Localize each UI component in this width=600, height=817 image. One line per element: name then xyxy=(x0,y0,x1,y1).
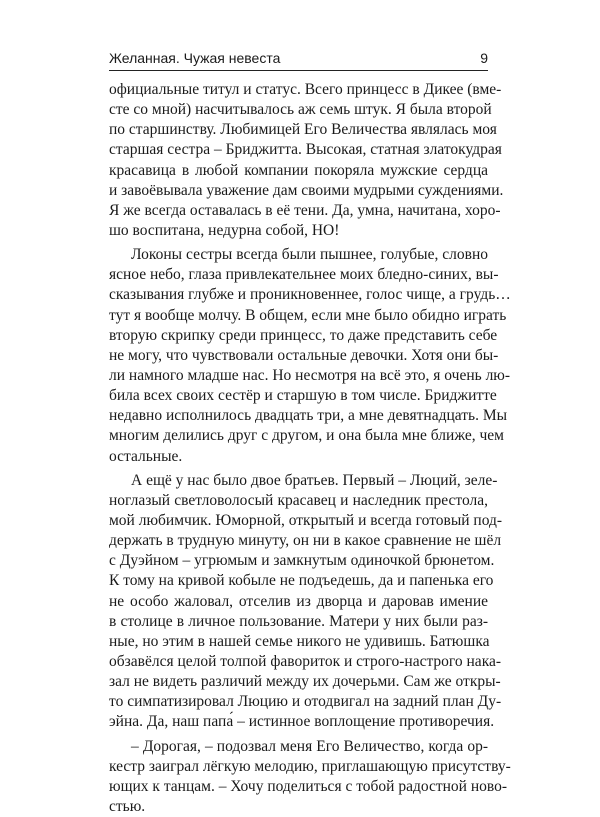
page-number: 9 xyxy=(480,50,488,66)
text-line: била всех своих сестёр и старшую в том числе. Бриджитте xyxy=(109,386,488,406)
text-line: не особо жаловал, отселив из дворца и даровав имение xyxy=(109,592,488,612)
text-line: – Дорогая, – подозвал меня Его Величество, когда ор- xyxy=(109,737,488,757)
paragraph xyxy=(109,471,488,733)
text-line: и завоёвывала уважение дам своими мудрыми суждениями. xyxy=(109,181,488,201)
paragraph xyxy=(109,245,488,467)
paragraph xyxy=(109,737,488,817)
text-line: эйна. Да, наш папа́ – истинное воплощение противоречия. xyxy=(109,712,488,732)
text-line: ясное небо, глаза привлекательнее моих бледно-синих, вы- xyxy=(109,265,488,285)
text-line: держать в трудную минуту, он ни в какое сравнение не шёл xyxy=(109,531,488,551)
body-text xyxy=(109,80,488,817)
text-line: К тому на кривой кобыле не подъедешь, да и папенька его xyxy=(109,571,488,591)
text-line: многим делились друг с другом, и она была мне ближе, чем xyxy=(109,426,488,446)
text-line: тут я вообще молчу. В общем, если мне было обидно играть xyxy=(109,306,488,326)
text-line: ноглазый светловолосый красавец и наследник престола, xyxy=(109,491,488,511)
header-rule xyxy=(109,70,488,71)
text-line: шо воспитана, недурна собой, НО! xyxy=(109,221,488,241)
text-line: Я же всегда оставалась в её тени. Да, умна, начитана, хоро- xyxy=(109,201,488,221)
paragraph xyxy=(109,80,488,241)
text-line: ные, но этим в нашей семье никого не удивишь. Батюшка xyxy=(109,632,488,652)
text-line: красавица в любой компании покоряла мужские сердца xyxy=(109,161,488,181)
text-line: по старшинству. Любимицей Его Величества являлась моя xyxy=(109,120,488,140)
text-line: сте со мной) насчитывалось аж семь штук. Я была второй xyxy=(109,100,488,120)
text-line: ющих к танцам. – Хочу поделиться с тобой радостной ново- xyxy=(109,777,488,797)
text-line: сказывания глубже и проникновеннее, голос чище, а грудь… xyxy=(109,285,488,305)
text-line: обзавёлся целой толпой фавориток и строго-настрого нака- xyxy=(109,652,488,672)
text-line: остальные. xyxy=(109,447,488,467)
text-line: вторую скрипку среди принцесс, то даже представить себе xyxy=(109,326,488,346)
text-line: старшая сестра – Бриджитта. Высокая, статная златокудрая xyxy=(109,140,488,160)
text-line: с Дуэйном – угрюмым и замкнутым одиночкой брюнетом. xyxy=(109,551,488,571)
text-line: ли намного младше нас. Но несмотря на всё это, я очень лю- xyxy=(109,366,488,386)
text-line: Локоны сестры всегда были пышнее, голубые, словно xyxy=(109,245,488,265)
text-line: то симпатизировал Люцию и отодвигал на задний план Ду- xyxy=(109,692,488,712)
text-line: в столице в личное пользование. Матери у них были раз- xyxy=(109,612,488,632)
text-line: кестр заиграл лёгкую мелодию, приглашающую присутству- xyxy=(109,757,488,777)
text-line: зал не видеть различий между их дочерьми. Сам же откры- xyxy=(109,672,488,692)
running-header xyxy=(109,44,488,66)
text-line: официальные титул и статус. Всего принцесс в Дикее (вме- xyxy=(109,80,488,100)
text-line: стью. xyxy=(109,797,488,817)
book-title: Желанная. Чужая невеста xyxy=(109,50,280,66)
text-line: А ещё у нас было двое братьев. Первый – Люций, зеле- xyxy=(109,471,488,491)
text-line: мой любимчик. Юморной, открытый и всегда готовый под- xyxy=(109,511,488,531)
text-line: не могу, что чувствовали остальные девочки. Хотя они бы- xyxy=(109,346,488,366)
text-line: недавно исполнилось двадцать три, а мне девятнадцать. Мы xyxy=(109,406,488,426)
